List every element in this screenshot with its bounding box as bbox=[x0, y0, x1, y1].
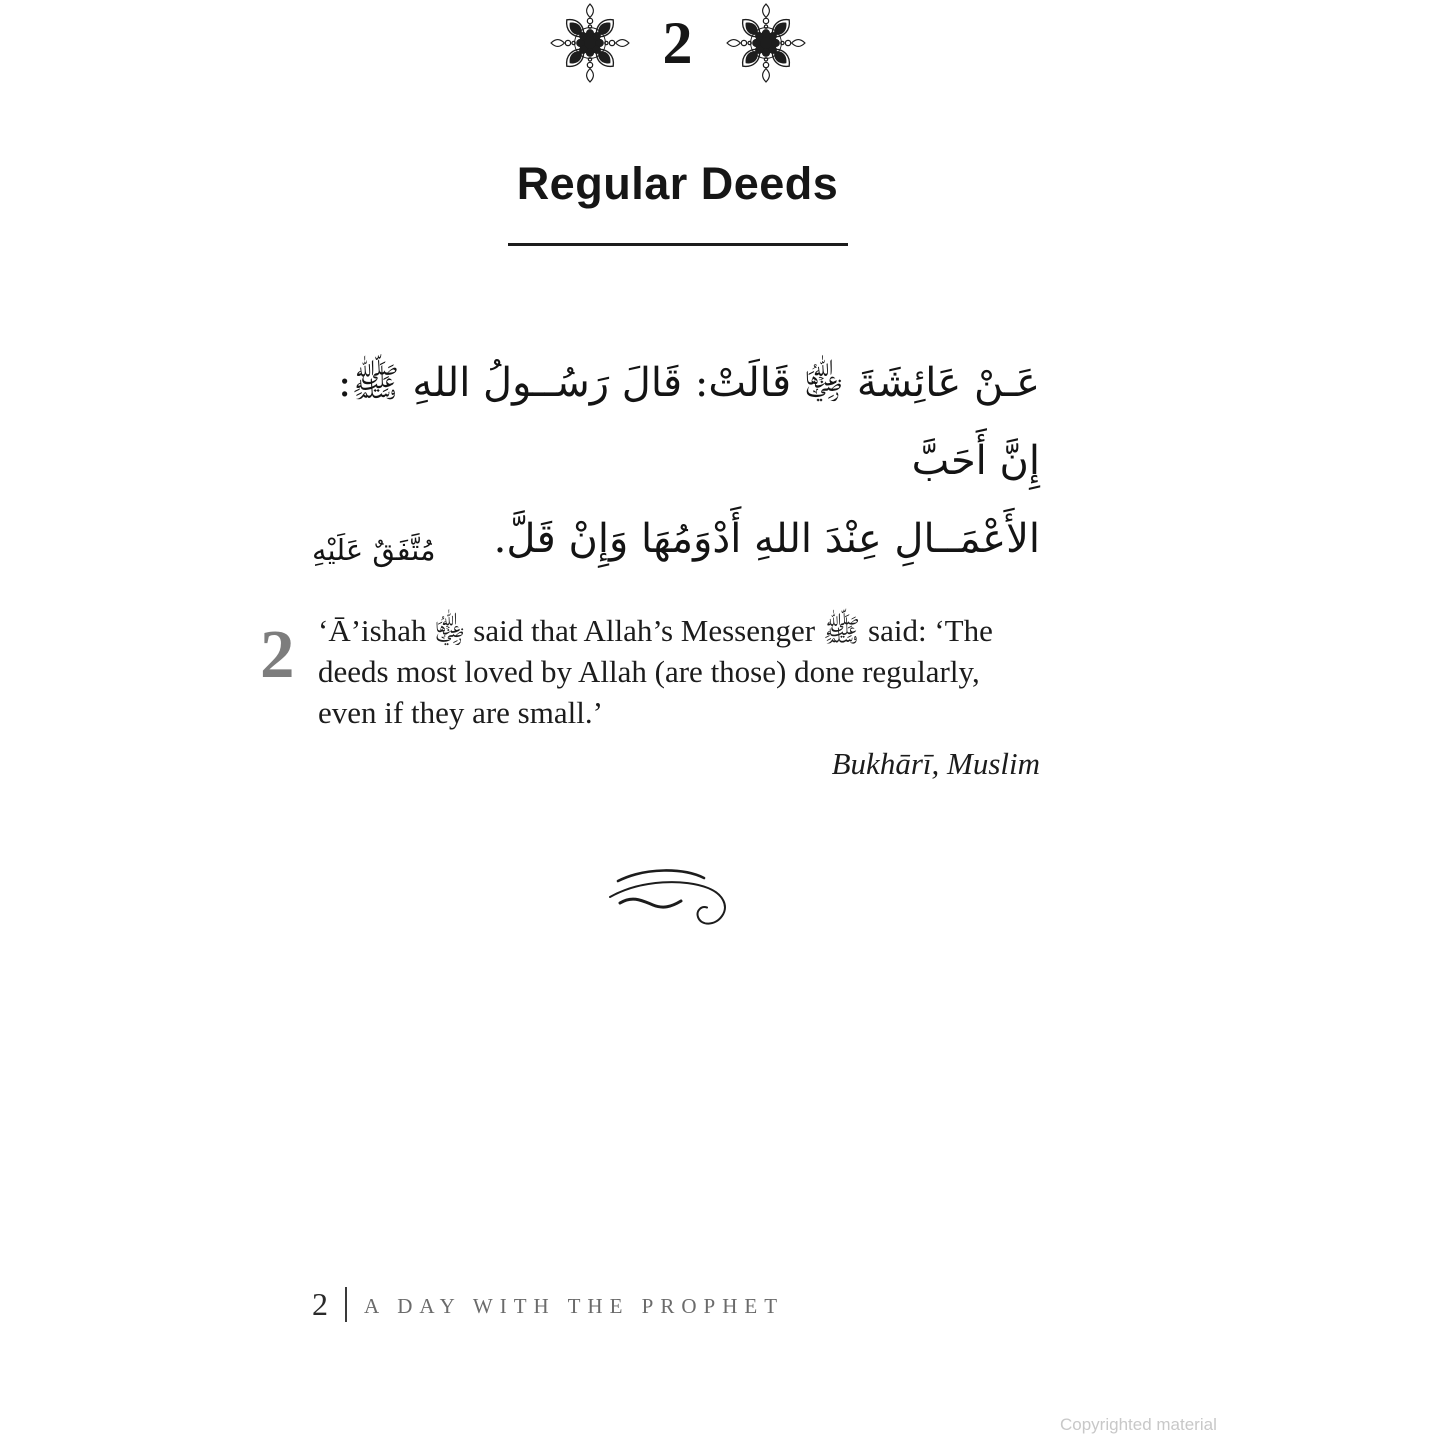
chapter-number: 2 bbox=[662, 10, 693, 76]
hadith-translation bbox=[260, 610, 1042, 733]
floral-rosette-icon bbox=[725, 2, 807, 84]
chapter-header bbox=[310, 2, 1045, 84]
hadith-text-line-3: even if they are small.’ bbox=[318, 695, 603, 730]
chapter-title-block bbox=[310, 158, 1045, 246]
title-underline-rule bbox=[508, 243, 848, 246]
hadith-source: Bukhārī, Muslim bbox=[831, 746, 1040, 781]
hadith-number: 2 bbox=[260, 616, 295, 692]
footer-book-title: A DAY WITH THE PROPHET bbox=[364, 1293, 785, 1318]
arabic-line-2: الأَعْمَــالِ عِنْدَ اللهِ أَدْوَمُهَا وَإِنْ قَلَّ. bbox=[493, 516, 1040, 562]
arabic-attribution: مُتَّفَقٌ عَلَيْهِ bbox=[312, 533, 436, 567]
page-footer bbox=[312, 1286, 784, 1323]
footer-page-number: 2 bbox=[312, 1286, 328, 1322]
copyright-watermark: Copyrighted material bbox=[1060, 1415, 1217, 1434]
calligraphic-swash-icon bbox=[608, 866, 738, 932]
hadith-text-line-1: ‘Ā’ishah ﵂ said that Allah’s Messenger ﷺ said: ‘The bbox=[318, 613, 993, 648]
arabic-line-1: عَـنْ عَائِشَةَ ﵂ قَالَتْ: قَالَ رَسُــولُ اللهِ ﷺ: إِنَّ أَحَبَّ bbox=[337, 360, 1040, 484]
footer-divider bbox=[345, 1287, 347, 1322]
hadith-text bbox=[318, 610, 993, 733]
floral-rosette-icon bbox=[549, 2, 631, 84]
hadith-text-line-2: deeds most loved by Allah (are those) done regularly, bbox=[318, 654, 980, 689]
chapter-title: Regular Deeds bbox=[516, 158, 839, 209]
